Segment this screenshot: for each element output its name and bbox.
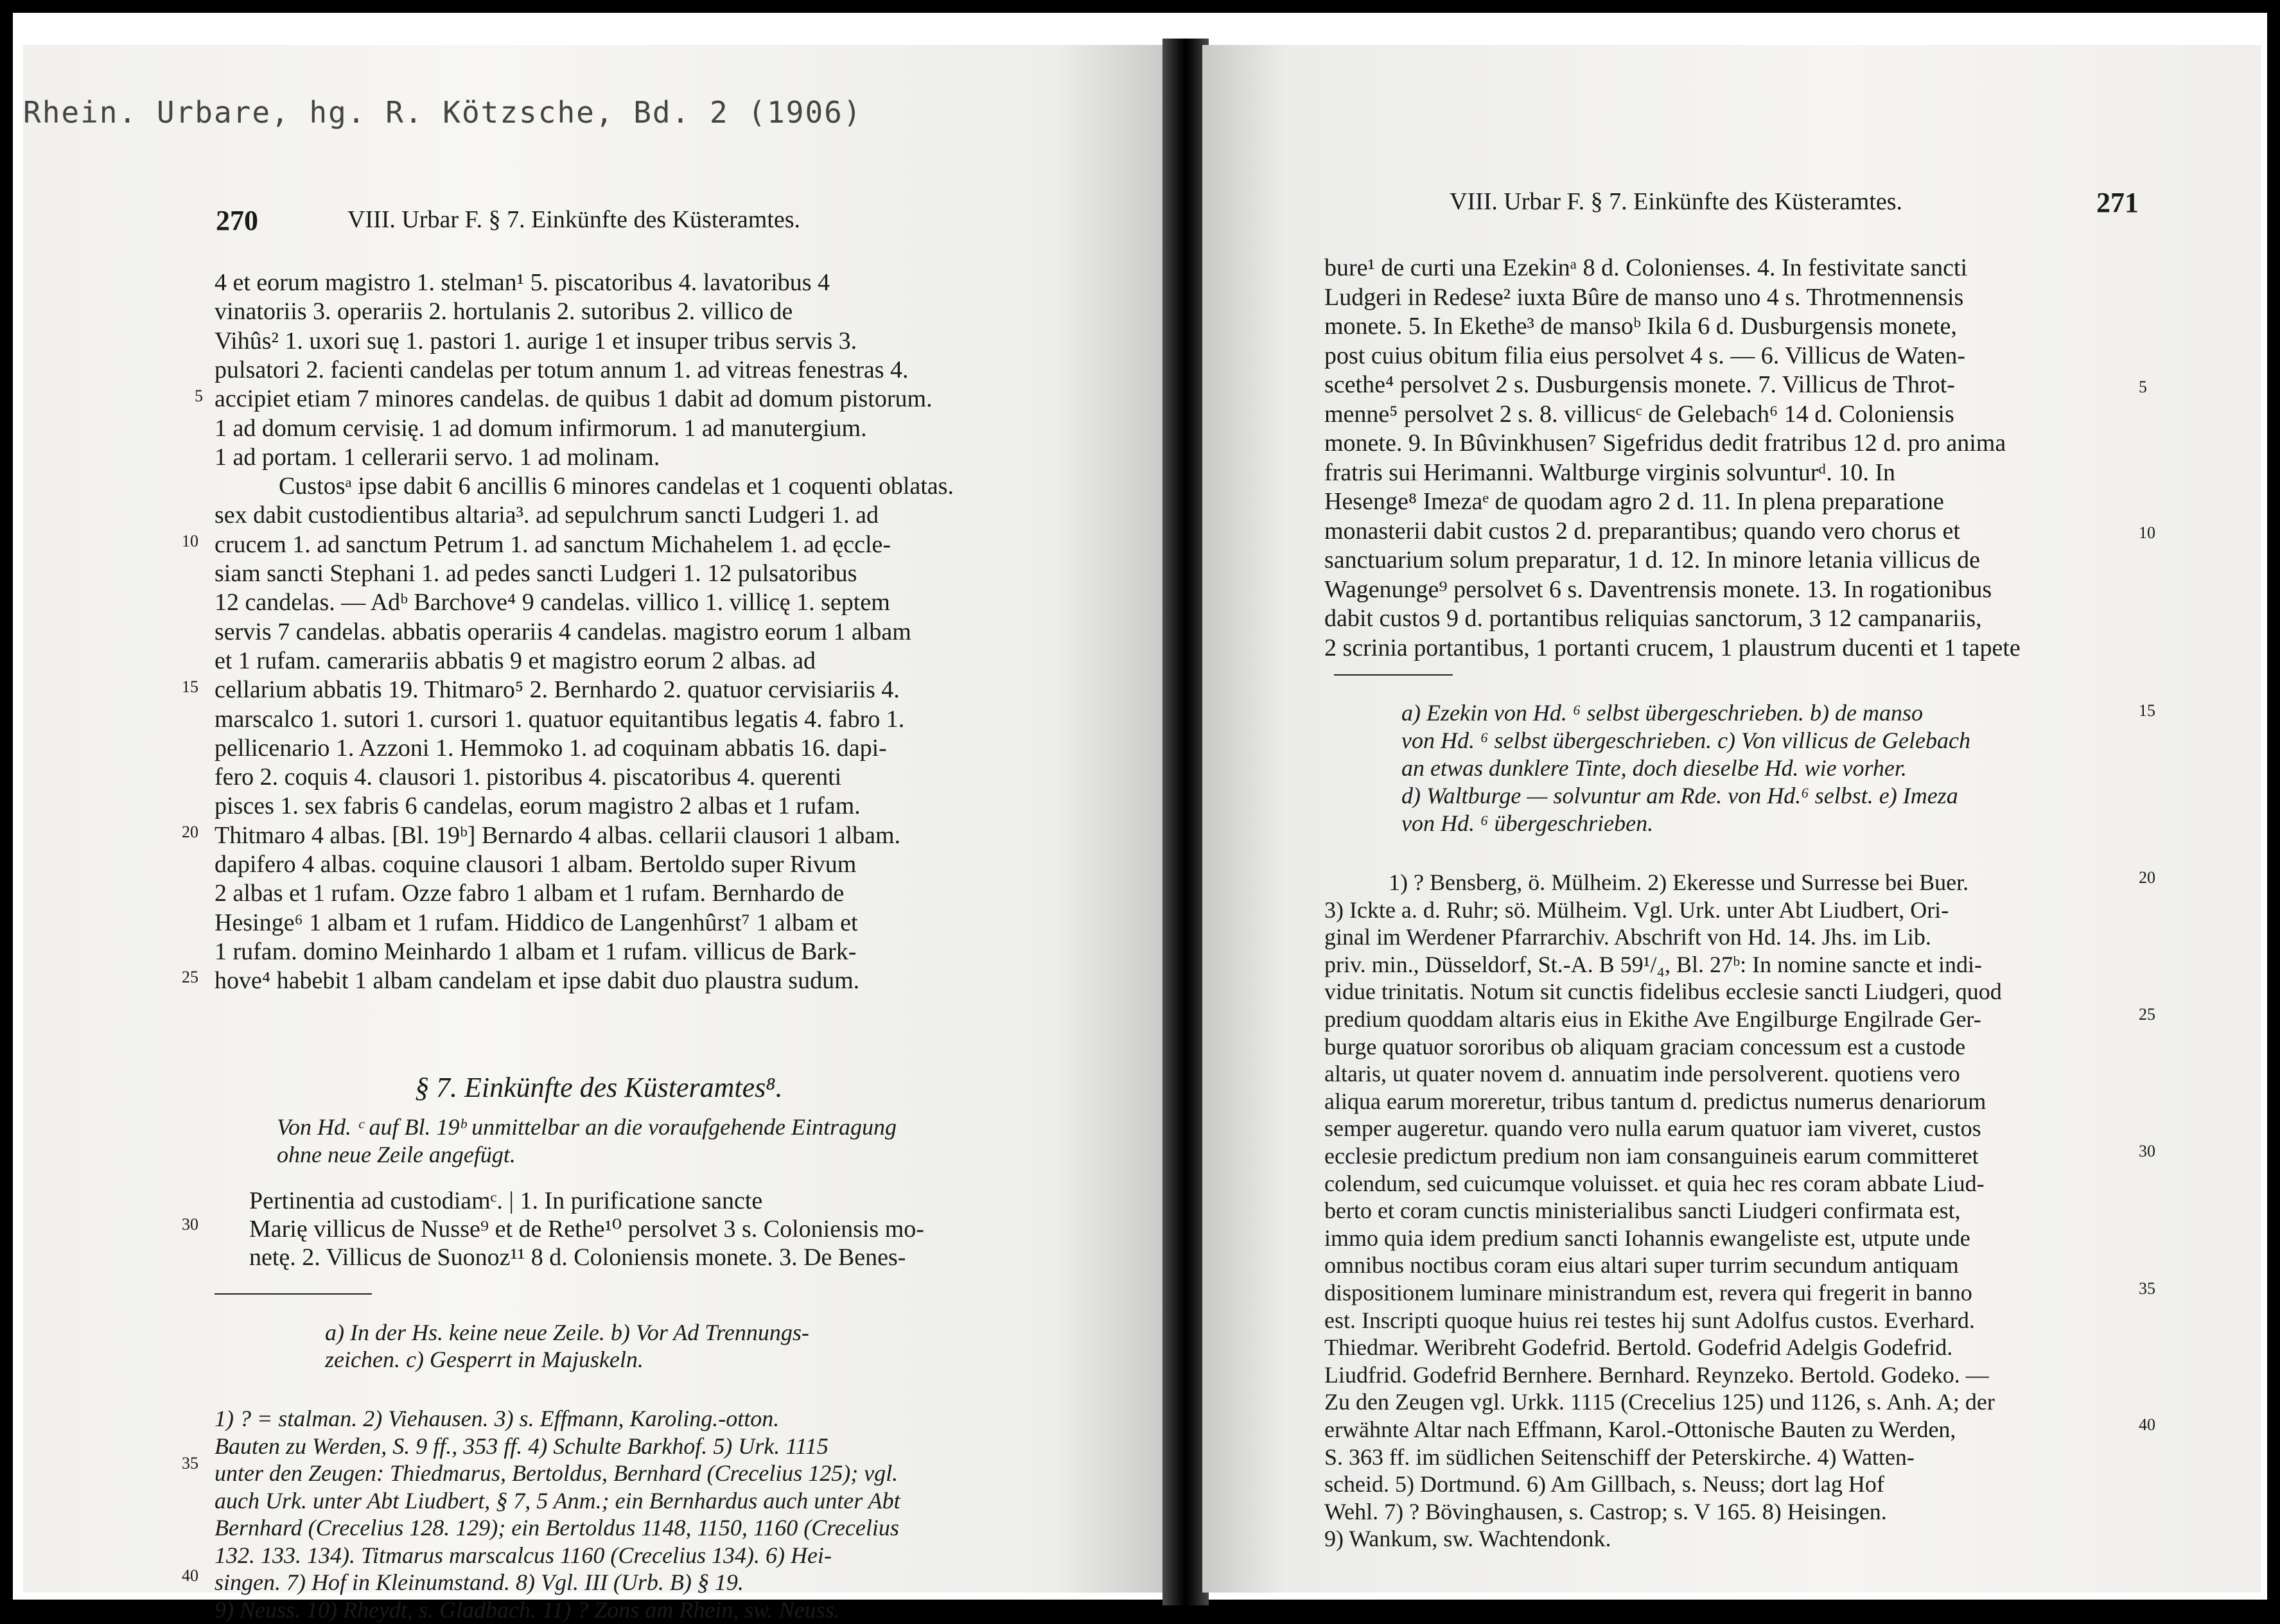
- left-page-lines-line: 12 candelas. — Adᵇ Barchove⁴ 9 candelas. villico 1. villicę 1. septem: [215, 589, 890, 616]
- right-page-footnotes-line: scheid. 5) Dortmund. 6) Am Gillbach, s. Neuss; dort lag Hof: [1324, 1471, 1884, 1497]
- left-page-footnotes-line: singen. 7) Hof in Kleinumstand. 8) Vgl. III (Urb. B) § 19.: [215, 1569, 744, 1595]
- right-page-lines-line: monete. 5. In Ekethe³ de mansoᵇ Ikila 6 d. Dusburgensis monete,: [1324, 313, 1957, 340]
- line-number: 5: [195, 387, 203, 405]
- left-page-lines-line: marscalco 1. sutori 1. cursori 1. quatuor equitantibus legatis 4. fabro 1.: [215, 705, 905, 733]
- left-page-lines-line: Vihûs² 1. uxori suę 1. pastori 1. aurige 1 et insuper tribus servis 3.: [215, 327, 857, 354]
- line-number: 35: [182, 1454, 198, 1472]
- right-page-lines-line: bure¹ de curti una Ezekinᵃ 8 d. Colonienses. 4. In festivitate sancti: [1324, 254, 1968, 281]
- right-page-footnotes-line: est. Inscripti quoque huius rei testes hij sunt Adolfus custos. Everhard.: [1324, 1307, 1975, 1333]
- left-page-lines-line: crucem 1. ad sanctum Petrum 1. ad sanctum Michahelem 1. ad ęccle-: [215, 530, 891, 558]
- left-page-text2-line: Marię villicus de Nusse⁹ et de Rethe¹⁰ persolvet 3 s. Coloniensis mo-: [249, 1216, 924, 1243]
- line-number: 20: [182, 823, 198, 841]
- right-page-footnotes-line: immo quia idem predium sancti Iohannis ewangeliste est, utpute unde: [1324, 1225, 1970, 1251]
- right-page-lines-line: sanctuarium solum preparatur, 1 d. 12. In minore letania villicus de: [1324, 546, 1981, 573]
- right-page-footnotes-line: 1) ? Bensberg, ö. Mülheim. 2) Ekeresse und Surresse bei Buer.: [1389, 869, 1969, 895]
- left-page-lines-line: pisces 1. sex fabris 6 candelas, eorum magistro 2 albas et 1 rufam.: [215, 792, 861, 820]
- line-number: 20: [2139, 868, 2155, 887]
- left-page-note-lines-line: Von Hd. ᶜ auf Bl. 19ᵇ unmittelbar an die voraufgehende Eintragung: [277, 1114, 897, 1140]
- left-page-lines-line: 2 albas et 1 rufam. Ozze fabro 1 albam et 1 rufam. Bernhardo de: [215, 880, 845, 907]
- right-page-lines-line: 2 scrinia portantibus, 1 portanti crucem, 1 plaustrum ducenti et 1 tapete: [1324, 634, 2021, 661]
- left-page-lines-line: Hesinge⁶ 1 albam et 1 rufam. Hiddico de Langenhûrst⁷ 1 albam et: [215, 909, 858, 936]
- right-page-footnotes-line: aliqua earum moreretur, tribus tantum d. predictus numerus denariorum: [1324, 1088, 1986, 1114]
- right-page-apparatus-line: d) Waltburge — solvuntur am Rde. von Hd.⁶ selbst. e) Imeza: [1401, 783, 1958, 808]
- right-footnote-rule: [1334, 674, 1453, 676]
- left-page-lines-line: pellicenario 1. Azzoni 1. Hemmoko 1. ad coquinam abbatis 16. dapi-: [215, 734, 887, 762]
- line-number: 40: [182, 1566, 198, 1585]
- left-page-lines-line: Thitmaro 4 albas. [Bl. 19ᵇ] Bernardo 4 albas. cellarii clausori 1 albam.: [215, 821, 901, 849]
- right-page-apparatus-line: a) Ezekin von Hd. ⁶ selbst übergeschrieben. b) de manso: [1401, 700, 1924, 726]
- left-page-lines-line: 1 ad domum cervisię. 1 ad domum infirmorum. 1 ad manutergium.: [215, 414, 867, 442]
- right-page-number: 271: [2096, 187, 2139, 218]
- left-page-lines-line: vinatoriis 3. operariis 2. hortulanis 2. sutoribus 2. villico de: [215, 298, 793, 326]
- right-page-footnotes-line: ecclesie predictum predium non iam consanguineis earum committeret: [1324, 1143, 1979, 1169]
- right-page-footnotes-line: S. 363 ff. im südlichen Seitenschiff der Peterskirche. 4) Watten-: [1324, 1444, 1915, 1470]
- left-page-lines-line: sex dabit custodientibus altaria³. ad sepulchrum sancti Ludgeri 1. ad: [215, 502, 879, 529]
- left-page-footnotes-line: Bauten zu Werden, S. 9 ff., 353 ff. 4) Schulte Barkhof. 5) Urk. 1115: [215, 1433, 829, 1459]
- line-number: 30: [2139, 1142, 2155, 1160]
- left-page-lines-line: Custosᵃ ipse dabit 6 ancillis 6 minores candelas et 1 coquenti oblatas.: [279, 473, 954, 500]
- left-page-lines-line: accipiet etiam 7 minores candelas. de quibus 1 dabit ad domum pistorum.: [215, 385, 933, 413]
- right-page-footnotes-line: omnibus noctibus coram eius altari super turrim secundum antiquam: [1324, 1252, 1959, 1279]
- left-page-footnotes-line: unter den Zeugen: Thiedmarus, Bertoldus, Bernhard (Crecelius 125); vgl.: [215, 1460, 899, 1486]
- line-number: 35: [2139, 1279, 2155, 1298]
- right-page-apparatus-line: an etwas dunklere Tinte, doch dieselbe Hd. wie vorher.: [1401, 755, 1907, 781]
- right-page-lines-line: dabit custos 9 d. portantibus reliquias sanctorum, 3 12 campanariis,: [1324, 605, 1982, 632]
- right-page-footnotes-line: Liudfrid. Godefrid Bernhere. Bernhard. Reynzeko. Bertold. Godeko. —: [1324, 1361, 1989, 1388]
- right-page-footnotes-line: 3) Ickte a. d. Ruhr; sö. Mülheim. Vgl. Urk. unter Abt Liudbert, Ori-: [1324, 896, 1949, 923]
- right-page-footnotes-line: dispositionem luminare ministrandum est, revera qui fregerit in banno: [1324, 1280, 1972, 1305]
- right-page-footnotes-line: predium quoddam altaris eius in Ekithe Ave Engilburge Engilrade Ger-: [1324, 1006, 1981, 1032]
- left-page-footnotes-line: auch Urk. unter Abt Liudbert, § 7, 5 Anm.; ein Bernhardus auch unter Abt: [215, 1487, 900, 1514]
- left-page-lines-line: hove⁴ habebit 1 albam candelam et ipse dabit duo plaustra sudum.: [215, 967, 860, 995]
- right-page-footnotes-line: burge quatuor sororibus ob aliquam graciam concessum est a custode: [1324, 1033, 1966, 1060]
- right-page-footnotes-line: semper augeretur. quando vero nulla earum quatuor iam viveret, custos: [1324, 1115, 1981, 1142]
- right-page-footnotes-line: colendum, sed cuicumque voluisset. et quia hec res coram abbate Liud-: [1324, 1170, 1985, 1196]
- right-page-footnotes-line: berto et coram cunctis ministerialibus sancti Liudgeri confirmata est,: [1324, 1198, 1961, 1224]
- left-page-number: 270: [216, 205, 258, 236]
- left-page-lines-line: 4 et eorum magistro 1. stelman¹ 5. piscatoribus 4. lavatoribus 4: [215, 269, 830, 296]
- line-number: 15: [182, 677, 198, 696]
- left-page-footnotes-line: Bernhard (Crecelius 128. 129); ein Bertoldus 1148, 1150, 1160 (Crecelius: [215, 1515, 899, 1541]
- line-number: 40: [2139, 1415, 2155, 1434]
- left-running-head: VIII. Urbar F. § 7. Einkünfte des Küsteramtes.: [347, 206, 801, 233]
- right-page-lines-line: fratris sui Herimanni. Waltburge virginis solvunturᵈ. 10. In: [1324, 458, 1895, 486]
- left-page-text2-line: netę. 2. Villicus de Suonoz¹¹ 8 d. Coloniensis monete. 3. De Benes-: [249, 1244, 906, 1271]
- right-page-lines-line: Ludgeri in Redese² iuxta Bûre de manso uno 4 s. Throtmennensis: [1324, 283, 1964, 311]
- left-page: [23, 45, 1170, 1623]
- right-page-footnotes-line: vidue trinitatis. Notum sit cunctis fidelibus ecclesie sancti Liudgeri, quod: [1324, 979, 2002, 1005]
- left-page-lines-line: servis 7 candelas. abbatis operariis 4 candelas. magistro eorum 1 albam: [215, 618, 911, 645]
- left-page-lines-line: dapifero 4 albas. coquine clausori 1 albam. Bertoldo super Rivum: [215, 851, 857, 878]
- left-footnote-rule: [215, 1293, 372, 1295]
- line-number: 30: [182, 1215, 198, 1234]
- right-page-lines-line: scethe⁴ persolvet 2 s. Dusburgensis monete. 7. Villicus de Throt-: [1324, 371, 1955, 398]
- left-page-lines-line: siam sancti Stephani 1. ad pedes sancti Ludgeri 1. 12 pulsatoribus: [215, 560, 857, 587]
- left-page-lines-line: et 1 rufam. camerariis abbatis 9 et magistro eorum 2 albas. ad: [215, 647, 816, 674]
- right-running-head: VIII. Urbar F. § 7. Einkünfte des Küsteramtes.: [1450, 188, 1903, 215]
- right-page-lines-line: Wagenunge⁹ persolvet 6 s. Daventrensis monete. 13. In rogationibus: [1324, 575, 1992, 603]
- left-page-text2-line: Pertinentia ad custodiamᶜ. | 1. In purificatione sancte: [249, 1187, 763, 1214]
- left-page-apparatus-line: a) In der Hs. keine neue Zeile. b) Vor Ad Trennungs-: [325, 1320, 809, 1345]
- right-page-footnotes-line: Thiedmar. Weribreht Godefrid. Bertold. Godefrid Adelgis Godefrid.: [1324, 1334, 1953, 1361]
- left-page-lines-line: cellarium abbatis 19. Thitmaro⁵ 2. Bernhardo 2. quatuor cervisiariis 4.: [215, 676, 900, 704]
- right-page-footnotes-line: priv. min., Düsseldorf, St.-A. B 59¹/₄, Bl. 27ᵇ: In nomine sancte et indi-: [1324, 951, 1983, 977]
- right-page-lines-line: menne⁵ persolvet 2 s. 8. villicusᶜ de Gelebach⁶ 14 d. Coloniensis: [1324, 400, 1954, 428]
- right-page-footnotes-line: Zu den Zeugen vgl. Urkk. 1115 (Crecelius 125) und 1126, s. Anh. A; der: [1324, 1389, 1995, 1415]
- line-number: 15: [2139, 701, 2155, 720]
- left-page-footnotes-line: 1) ? = stalman. 2) Viehausen. 3) s. Effmann, Karoling.-otton.: [215, 1406, 780, 1431]
- left-page-lines-line: 1 rufam. domino Meinhardo 1 albam et 1 rufam. villicus de Bark-: [215, 938, 857, 965]
- right-page-footnotes-line: erwähnte Altar nach Effmann, Karol.-Ottonische Bauten zu Werden,: [1324, 1417, 1956, 1442]
- line-number: 25: [2139, 1005, 2155, 1024]
- left-page-lines-line: pulsatori 2. facienti candelas per totum annum 1. ad vitreas fenestras 4.: [215, 356, 909, 383]
- right-page-apparatus-line: von Hd. ⁶ selbst übergeschrieben. c) Von villicus de Gelebach: [1401, 728, 1970, 753]
- right-page: [1202, 45, 2261, 1593]
- line-number: 25: [182, 968, 198, 986]
- right-page-lines-line: Hesenge⁸ Imezaᵉ de quodam agro 2 d. 11. In plena preparatione: [1324, 488, 1944, 515]
- right-page-footnotes-line: Wehl. 7) ? Bövinghausen, s. Castrop; s. V 165. 8) Heisingen.: [1324, 1498, 1887, 1524]
- scan-area: [13, 13, 2267, 1623]
- right-page-apparatus-line: von Hd. ⁶ übergeschrieben.: [1401, 810, 1654, 836]
- source-label: Rhein. Urbare, hg. R. Kötzsche, Bd. 2 (1906): [23, 95, 863, 130]
- right-page-footnotes-line: ginal im Werdener Pfarrarchiv. Abschrift von Hd. 14. Jhs. im Lib.: [1324, 924, 1931, 950]
- line-number: 10: [2139, 523, 2155, 542]
- left-page-footnotes-line: 9) Neuss. 10) Rheydt, s. Gladbach. 11) ? Zons am Rhein, sw. Neuss.: [215, 1596, 840, 1623]
- section-heading: § 7. Einkünfte des Küsteramtes⁸.: [415, 1072, 783, 1103]
- left-page-lines-line: 1 ad portam. 1 cellerarii servo. 1 ad molinam.: [215, 443, 660, 471]
- right-page-lines-line: monete. 9. In Bûvinkhusen⁷ Sigefridus dedit fratribus 12 d. pro anima: [1324, 430, 2006, 457]
- right-page-footnotes-line: 9) Wankum, sw. Wachtendonk.: [1324, 1526, 1611, 1552]
- left-page-apparatus-line: zeichen. c) Gesperrt in Majuskeln.: [325, 1347, 644, 1372]
- line-number: 5: [2139, 378, 2147, 396]
- left-page-lines-line: fero 2. coquis 4. clausori 1. pistoribus 4. piscatoribus 4. querenti: [215, 764, 842, 791]
- right-page-lines-line: post cuius obitum filia eius persolvet 4 s. — 6. Villicus de Waten-: [1324, 342, 1966, 369]
- right-page-footnotes-line: altaris, ut quater novem d. annuatim inde persolverent. quotiens vero: [1324, 1061, 1960, 1087]
- line-number: 10: [182, 532, 198, 550]
- left-page-footnotes-line: 132. 133. 134). Titmarus marscalcus 1160 (Crecelius 134). 6) Hei-: [215, 1542, 832, 1568]
- left-page-note-lines-line: ohne neue Zeile angefügt.: [277, 1142, 516, 1167]
- right-page-lines-line: monasterii dabit custos 2 d. preparantibus; quando vero chorus et: [1324, 517, 1960, 545]
